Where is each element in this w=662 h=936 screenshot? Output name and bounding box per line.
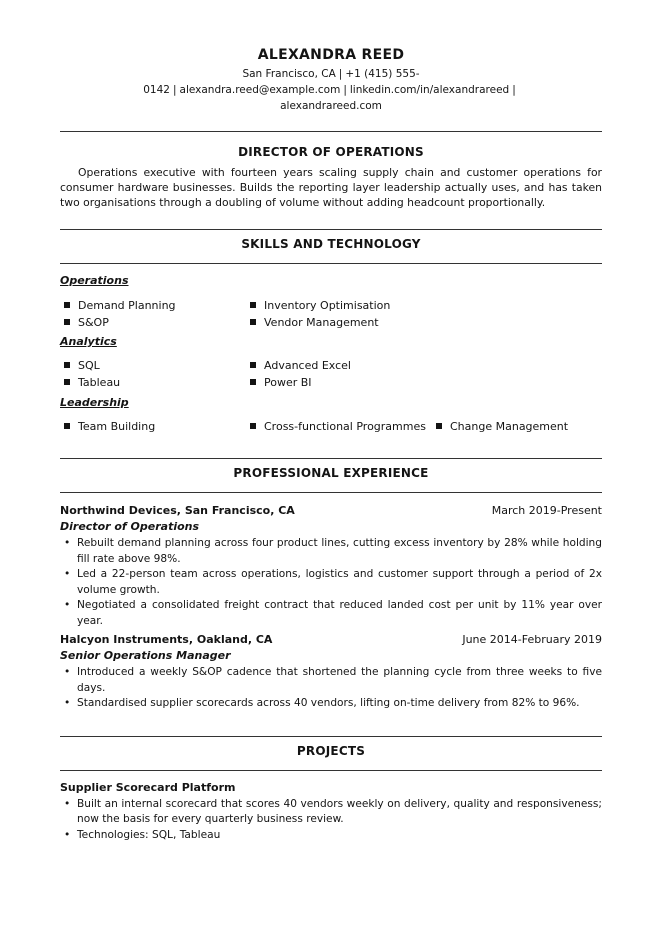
experience-title: PROFESSIONAL EXPERIENCE: [233, 466, 429, 480]
location: San Francisco, CA: [242, 68, 336, 80]
skill-row: [64, 314, 602, 331]
projects-title: PROJECTS: [296, 743, 366, 758]
skill-list: [64, 418, 602, 435]
skill-item: S&OP: [64, 314, 109, 331]
job-role: Director of Operations: [60, 520, 200, 533]
square-bullet-icon: [64, 423, 70, 429]
candidate-name: ALEXANDRA REED: [257, 47, 405, 63]
skill-category-leadership: Leadership: [60, 396, 129, 409]
skill-row: [64, 297, 602, 314]
project-entry: [60, 780, 602, 844]
list-item: • Negotiated a consolidated freight contract that reduced landed cost per unit by 11% year over year.: [64, 599, 602, 627]
phone: +1 (415) 555-0142: [143, 68, 420, 96]
square-bullet-icon: [250, 362, 256, 368]
job-header: [60, 503, 602, 519]
project-bullets: [60, 797, 602, 844]
square-bullet-icon: [250, 423, 256, 429]
website-link[interactable]: alexandrareed.com: [280, 100, 382, 112]
bullet-icon: •: [64, 599, 71, 611]
bullet-icon: •: [64, 697, 71, 709]
skill-item: Advanced Excel: [250, 357, 351, 374]
job-entry: [60, 503, 602, 629]
section-divider: [60, 736, 602, 737]
skill-category-operations: Operations: [60, 274, 129, 287]
skill-row: [64, 357, 602, 374]
job-entry: [60, 632, 602, 712]
bullet-icon: •: [64, 666, 71, 678]
skill-item: Vendor Management: [250, 314, 379, 331]
section-divider: [60, 458, 602, 459]
bullet-icon: •: [64, 828, 71, 841]
skills-title: SKILLS AND TECHNOLOGY: [241, 237, 421, 251]
section-divider: [60, 229, 602, 230]
separator: |: [172, 84, 177, 96]
section-divider: [60, 492, 602, 493]
skill-list: [64, 357, 602, 391]
skill-row: [64, 418, 602, 435]
job-role: Senior Operations Manager: [60, 649, 231, 662]
section-divider: [60, 131, 602, 132]
section-divider: [60, 263, 602, 264]
list-item: • Built an internal scorecard that scores 40 vendors weekly on delivery, quality and responsiveness; now the basis for every quarterly business review.: [64, 797, 602, 825]
list-item: • Technologies: SQL, Tableau: [60, 828, 602, 844]
job-dates: June 2014-February 2019: [462, 633, 602, 646]
square-bullet-icon: [64, 379, 70, 385]
separator: |: [343, 84, 347, 96]
skill-item: Demand Planning: [64, 297, 176, 314]
separator: |: [338, 68, 343, 80]
skill-item: SQL: [64, 357, 100, 374]
square-bullet-icon: [64, 362, 70, 368]
list-item: • Led a 22-person team across operations, logistics and customer support through a period of 2x volume growth.: [64, 568, 602, 596]
resume-page: [60, 46, 602, 843]
job-bullets: [60, 536, 602, 629]
job-bullets: [60, 665, 602, 712]
skill-item: Change Management: [436, 418, 568, 435]
square-bullet-icon: [64, 319, 70, 325]
bullet-icon: •: [64, 537, 71, 549]
linkedin-link[interactable]: linkedin.com/in/alexandrareed: [349, 84, 510, 96]
job-dates: March 2019-Present: [491, 504, 602, 517]
skill-list: [64, 297, 602, 331]
skill-item: Cross-functional Programmes: [250, 418, 426, 435]
job-header: [60, 632, 602, 648]
list-item: • Introduced a weekly S&OP cadence that shortened the planning cycle from three weeks to five days.: [64, 666, 602, 694]
bullet-icon: •: [64, 568, 71, 580]
separator: |: [512, 84, 516, 96]
section-divider: [60, 770, 602, 771]
square-bullet-icon: [250, 319, 256, 325]
square-bullet-icon: [436, 423, 442, 429]
square-bullet-icon: [250, 302, 256, 308]
skill-category-analytics: Analytics: [60, 335, 117, 348]
skill-row: [64, 374, 602, 391]
project-name: Supplier Scorecard Platform: [60, 780, 236, 794]
skill-item: Team Building: [64, 418, 155, 435]
summary-title: DIRECTOR OF OPERATIONS: [238, 145, 424, 159]
summary-text: Operations executive with fourteen years scaling supply chain and customer operations for consumer hardware businesses. Builds the reporting layer leadership actually uses, and has taken two organisations through a doubling of volume without adding headcount proportionally.: [60, 166, 602, 209]
email-link[interactable]: alexandra.reed@example.com: [179, 84, 341, 96]
square-bullet-icon: [250, 379, 256, 385]
bullet-icon: •: [64, 797, 71, 810]
contact-line: [60, 66, 602, 114]
job-company: Northwind Devices, San Francisco, CA: [60, 504, 295, 517]
list-item: • Standardised supplier scorecards across 40 vendors, lifting on-time delivery from 82% to 96%.: [60, 696, 602, 712]
list-item: • Rebuilt demand planning across four product lines, cutting excess inventory by 28% while holding fill rate above 98%.: [64, 537, 602, 565]
square-bullet-icon: [64, 302, 70, 308]
skill-item: Inventory Optimisation: [250, 297, 390, 314]
skill-item: Tableau: [64, 374, 120, 391]
skill-item: Power BI: [250, 374, 312, 391]
job-company: Halcyon Instruments, Oakland, CA: [60, 633, 273, 646]
